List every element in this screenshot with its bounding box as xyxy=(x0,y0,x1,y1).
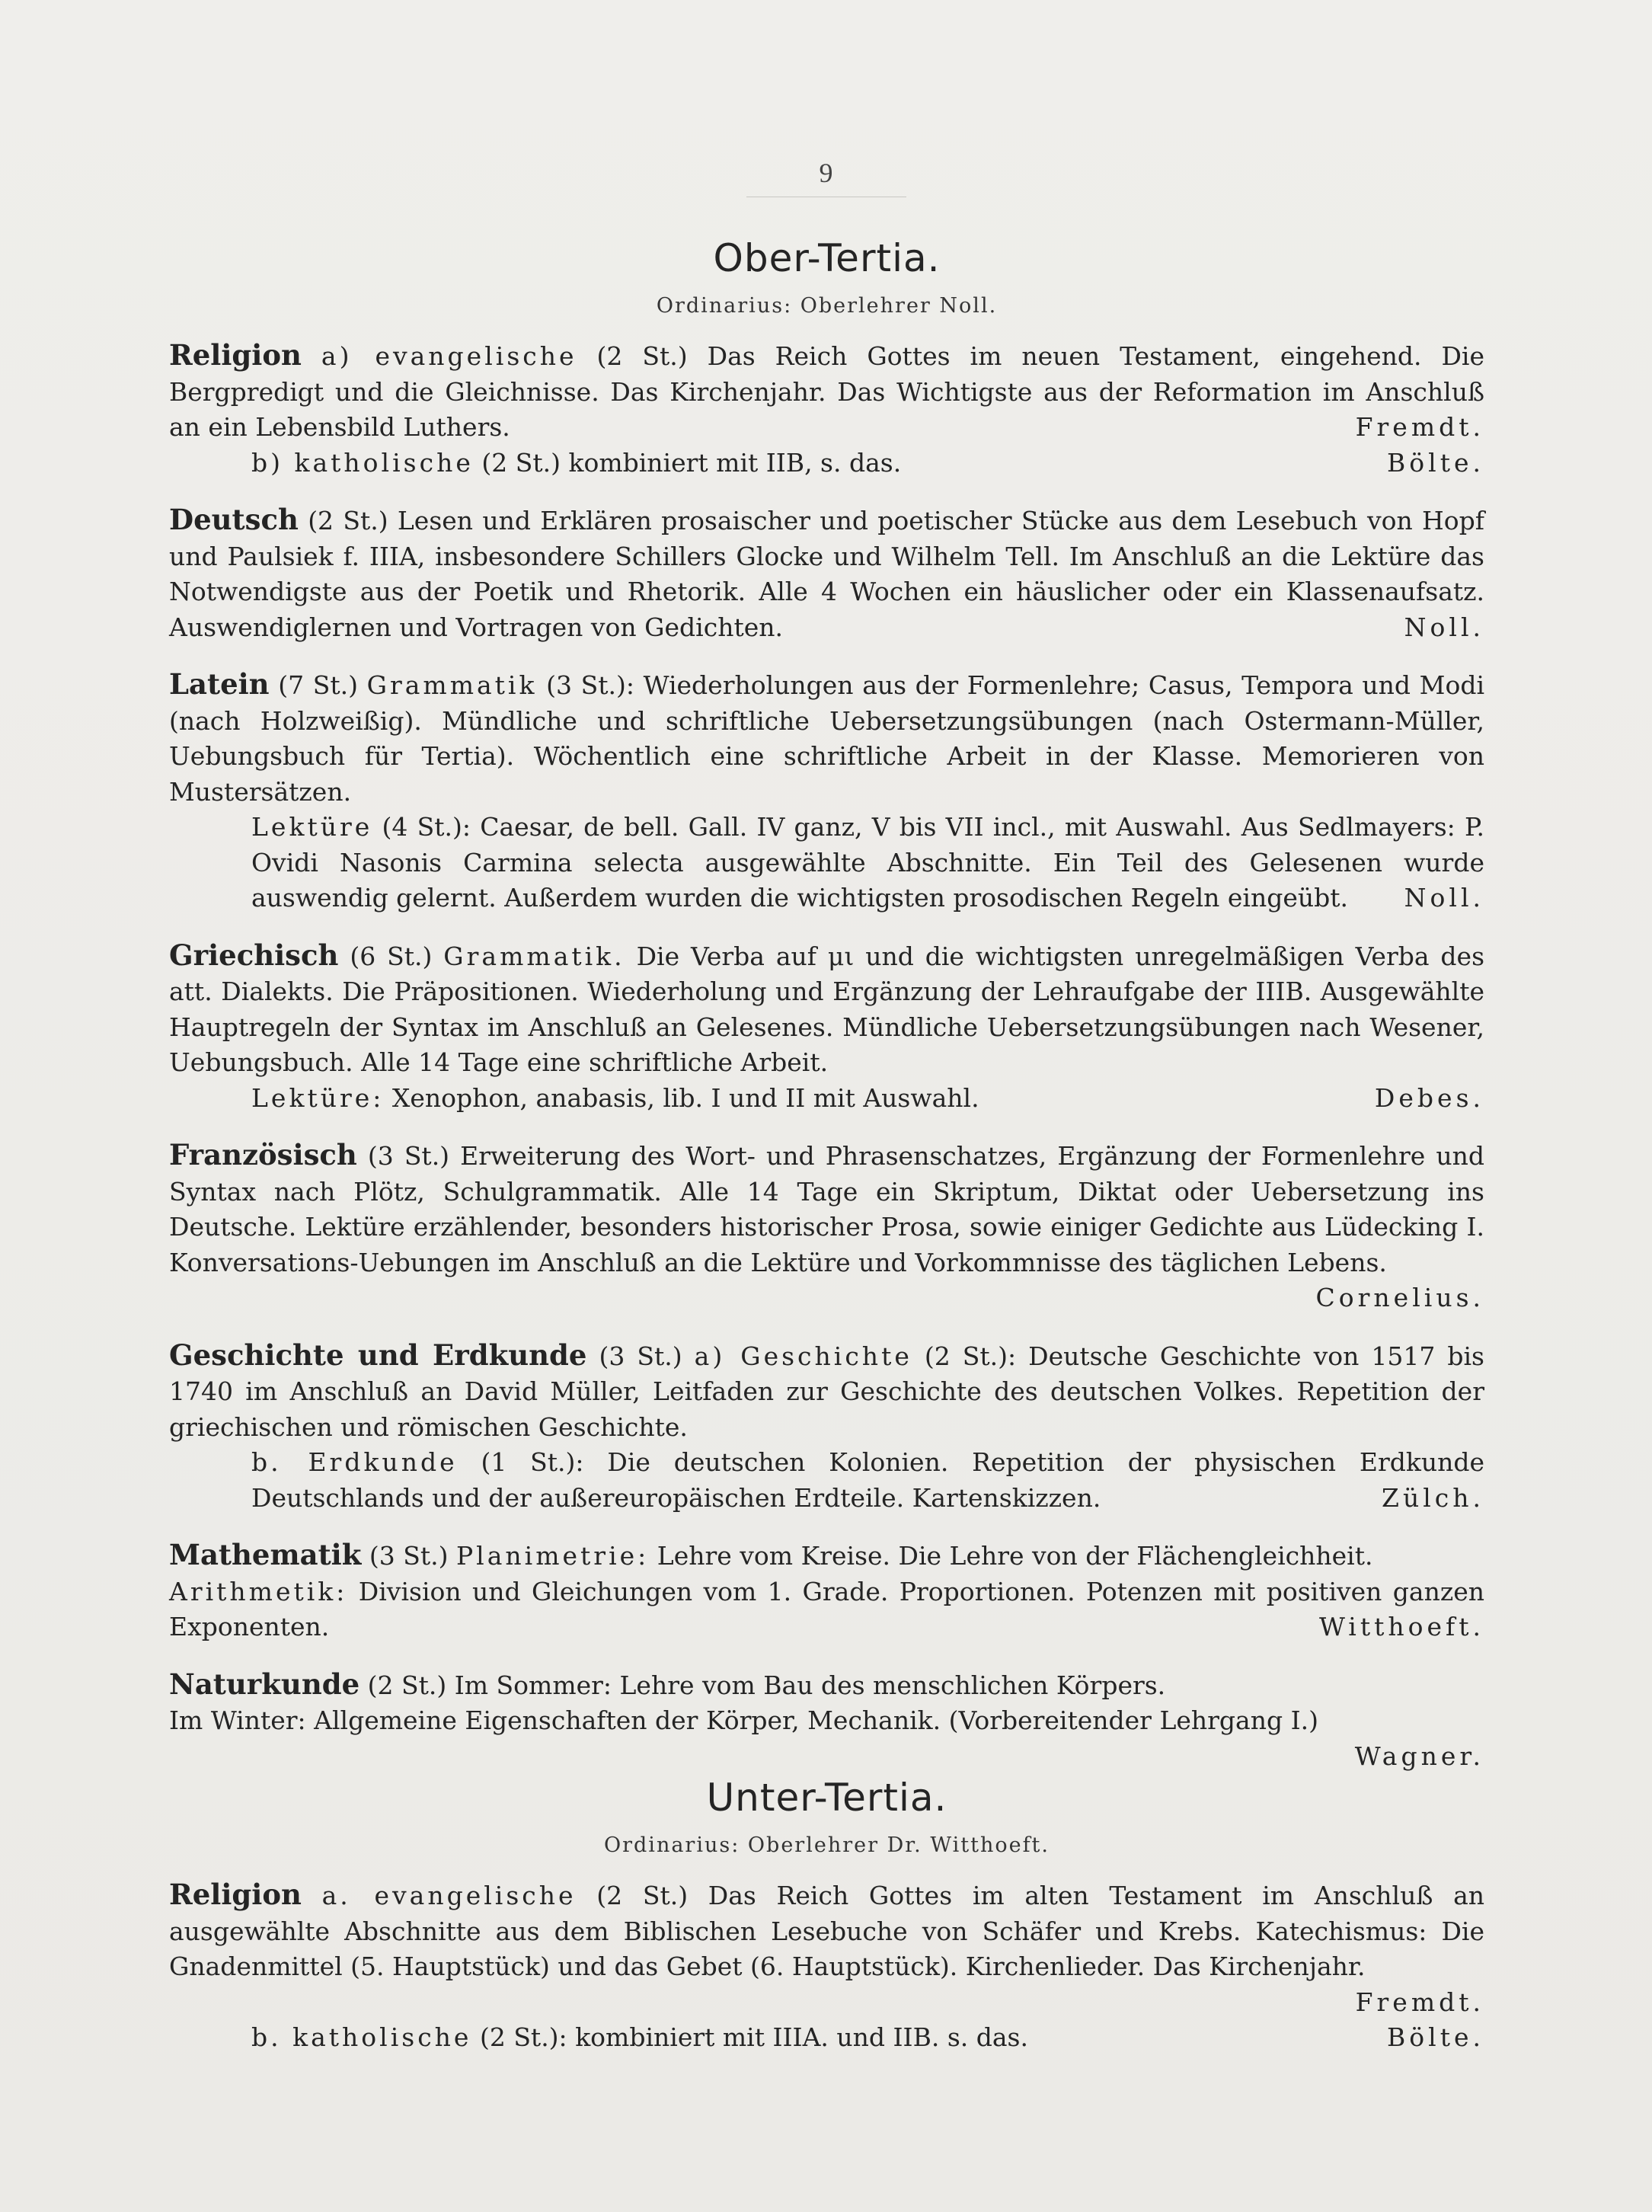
unter-religion-b-text: kombiniert mit IIIA. und IIB. s. das. xyxy=(575,2022,1028,2052)
religion-a-hours: (2 St.) xyxy=(596,341,688,371)
griechisch-grammatik-label: Grammatik. xyxy=(443,941,625,971)
geschichte-a-label: a) Geschichte xyxy=(694,1341,912,1371)
erdkunde-label: b. Erdkunde xyxy=(251,1447,458,1477)
geschichte-hours: (3 St.) xyxy=(599,1341,682,1371)
unter-religion-a-label: a. evangelische xyxy=(321,1881,577,1910)
teacher-mathematik: Witthoeft. xyxy=(1318,1612,1484,1641)
unter-religion-b-hours: (2 St.): xyxy=(479,2022,567,2052)
entry-griechisch xyxy=(169,938,1484,1117)
religion-b-text: kombiniert mit IIB, s. das. xyxy=(568,447,902,478)
planimetrie-text: Lehre vom Kreise. Die Lehre von der Flächengleichheit. xyxy=(657,1541,1373,1571)
naturkunde-hours: (2 St.) xyxy=(367,1670,447,1700)
teacher-naturkunde: Wagner. xyxy=(1354,1741,1484,1771)
geschichte-a-text: Deutsche Geschichte von 1517 bis 1740 im Anschluß an David Müller, Leitfaden zur Geschichte des deutschen Volkes. Repetition der griechischen und römischen Geschichte. xyxy=(169,1341,1484,1442)
teacher-religion-a: Fremdt. xyxy=(1355,412,1484,442)
unter-religion-b-label: b. katholische xyxy=(251,2022,472,2052)
teacher-geschichte: Zülch. xyxy=(1382,1482,1484,1513)
teacher-unter-religion-a: Fremdt. xyxy=(1355,1987,1484,2017)
unter-religion-a-hours: (2 St.) xyxy=(596,1881,689,1910)
latein-hours: (7 St.) xyxy=(278,670,358,700)
latein-lekture-label: Lektüre xyxy=(251,812,373,842)
subject-deutsch: Deutsch xyxy=(169,503,299,536)
entry-geschichte xyxy=(169,1338,1484,1517)
religion-b-hours: (2 St.) xyxy=(481,447,561,478)
teacher-griechisch: Debes. xyxy=(1374,1082,1484,1113)
teacher-latein: Noll. xyxy=(1404,883,1484,913)
subject-naturkunde: Naturkunde xyxy=(169,1667,360,1701)
subject-religion: Religion xyxy=(169,338,302,372)
geschichte-a-hours: (2 St.): xyxy=(924,1341,1017,1371)
ordinarius-unter-tertia: Ordinarius: Oberlehrer Dr. Witthoeft. xyxy=(603,1833,1050,1857)
griechisch-text: Die Verba auf μι und die wichtigsten unregelmäßigen Verba des att. Dialekts. Die Präpositionen. Wiederholung und Ergänzung der Lehraufgabe der IIIB. Ausgewählte Hauptregeln der Syntax im Anschluß an Gelesenes. Mündliche Uebersetzungsübungen nach Wesener, Uebungsbuch. Alle 14 Tage eine schriftliche Arbeit. xyxy=(169,941,1485,1077)
entry-mathematik xyxy=(169,1537,1484,1645)
latein-grammatik-text: Wiederholungen aus der Formenlehre; Casus, Tempora und Modi (nach Holzweißig). Mündliche und schriftliche Uebersetzungsübungen (nach Ostermann-Müller, Uebungsbuch für Tertia). Wöchentlich eine schriftliche Arbeit in der Klasse. Memorieren von Mustersätzen. xyxy=(169,670,1485,807)
religion-a-label: a) evangelische xyxy=(321,341,577,371)
entry-naturkunde xyxy=(169,1667,1484,1775)
teacher-franzoesisch: Cornelius. xyxy=(1315,1283,1484,1312)
subject-geschichte: Geschichte und Erdkunde xyxy=(169,1338,587,1372)
naturkunde-text-winter: Im Winter: Allgemeine Eigenschaften der Körper, Mechanik. (Vorbereitender Lehrgang I.) xyxy=(169,1705,1318,1735)
mathematik-hours: (3 St.) xyxy=(369,1541,449,1571)
religion-b-label: b) katholische xyxy=(251,447,474,478)
teacher-deutsch: Noll. xyxy=(1404,612,1484,642)
religion-a-text: Das Reich Gottes im neuen Testament, eingehend. Die Bergpredigt und die Gleichnisse. Das Kirchenjahr. Das Wichtigste aus der Reformation im Anschluß an ein Lebensbild Luthers. xyxy=(169,341,1485,442)
subject-latein: Latein xyxy=(169,667,270,701)
latein-lekture-text: Caesar, de bell. Gall. IV ganz, V bis VII incl., mit Auswahl. Aus Sedlmayers: P. Ovidi Nasonis Carmina selecta ausgewählte Abschnitte. Ein Teil des Gelesenen wurde auswendig gelernt. Außerdem wurden die wichtigsten prosodischen Regeln eingeübt. xyxy=(251,812,1484,913)
unter-religion-a-text: Das Reich Gottes im alten Testament im Anschluß an ausgewählte Abschnitte aus dem Biblischen Lesebuche von Schäfer und Krebs. Katechismus: Die Gnadenmittel (5. Hauptstück) und das Gebet (6. Hauptstück). Kirchenlieder. Das Kirchenjahr. xyxy=(169,1881,1484,1981)
section-unter-tertia xyxy=(169,1776,1484,2056)
subject-mathematik: Mathematik xyxy=(169,1538,362,1571)
subject-unter-religion: Religion xyxy=(169,1878,302,1911)
latein-grammatik-hours: (3 St.): xyxy=(546,670,634,700)
ordinarius-ober-tertia: Ordinarius: Oberlehrer Noll. xyxy=(656,294,998,318)
section-ober-tertia xyxy=(169,0,1484,1774)
teacher-religion-b: Bölte. xyxy=(1387,447,1484,478)
arithmetik-label: Arithmetik: xyxy=(169,1576,348,1606)
griechisch-lekture-label: Lektüre: xyxy=(251,1082,385,1113)
entry-franzoesisch xyxy=(169,1137,1484,1316)
arithmetik-text: Division und Gleichungen vom 1. Grade. Proportionen. Potenzen mit positiven ganzen Exponenten. xyxy=(169,1576,1484,1641)
entry-deutsch xyxy=(169,502,1484,645)
griechisch-hours: (6 St.) xyxy=(350,941,433,971)
erdkunde-text: Die deutschen Kolonien. Repetition der physischen Erdkunde Deutschlands und der außereuropäischen Erdteile. Kartenskizzen. xyxy=(251,1447,1484,1513)
section-title-ober-tertia: Ober-Tertia. xyxy=(713,236,941,280)
subject-griechisch: Griechisch xyxy=(169,938,339,972)
teacher-unter-religion-b: Bölte. xyxy=(1387,2022,1484,2052)
erdkunde-hours: (1 St.): xyxy=(481,1447,584,1477)
page-number: 9 xyxy=(819,158,833,188)
franzoesisch-text: Erweiterung des Wort- und Phrasenschatzes, Ergänzung der Formenlehre und Syntax nach Plötz, Schulgrammatik. Alle 14 Tage ein Skriptum, Diktat oder Uebersetzung ins Deutsche. Lektüre erzählender, besonders historischer Prosa, sowie einiger Gedichte aus Lüdecking I. Konversations-Uebungen im Anschluß an die Lektüre und Vorkommnisse des täglichen Lebens. xyxy=(169,1141,1484,1277)
subject-franzoesisch: Französisch xyxy=(169,1138,357,1172)
entry-latein xyxy=(169,666,1484,916)
naturkunde-text: Im Sommer: Lehre vom Bau des menschlichen Körpers. xyxy=(454,1670,1166,1700)
latein-lekture-hours: (4 St.): xyxy=(382,812,471,842)
franzoesisch-hours: (3 St.) xyxy=(367,1141,450,1171)
planimetrie-label: Planimetrie: xyxy=(455,1541,650,1571)
deutsch-text: Lesen und Erklären prosaischer und poetischer Stücke aus dem Lesebuch von Hopf und Paulsiek f. IIIA, insbesondere Schillers Glocke und Wilhelm Tell. Im Anschluß an die Lektüre das Notwendigste aus der Poetik und Rhetorik. Alle 4 Wochen ein häuslicher oder ein Klassenaufsatz. Auswendiglernen und Vortragen von Gedichten. xyxy=(169,506,1484,642)
section-title-unter-tertia: Unter-Tertia. xyxy=(706,1776,947,1820)
griechisch-lekture-text: Xenophon, anabasis, lib. I und II mit Auswahl. xyxy=(391,1082,979,1113)
entry-religion xyxy=(169,337,1484,481)
latein-grammatik-label: Grammatik xyxy=(366,670,538,700)
deutsch-hours: (2 St.) xyxy=(308,506,388,535)
entry-unter-religion xyxy=(169,1877,1484,2056)
